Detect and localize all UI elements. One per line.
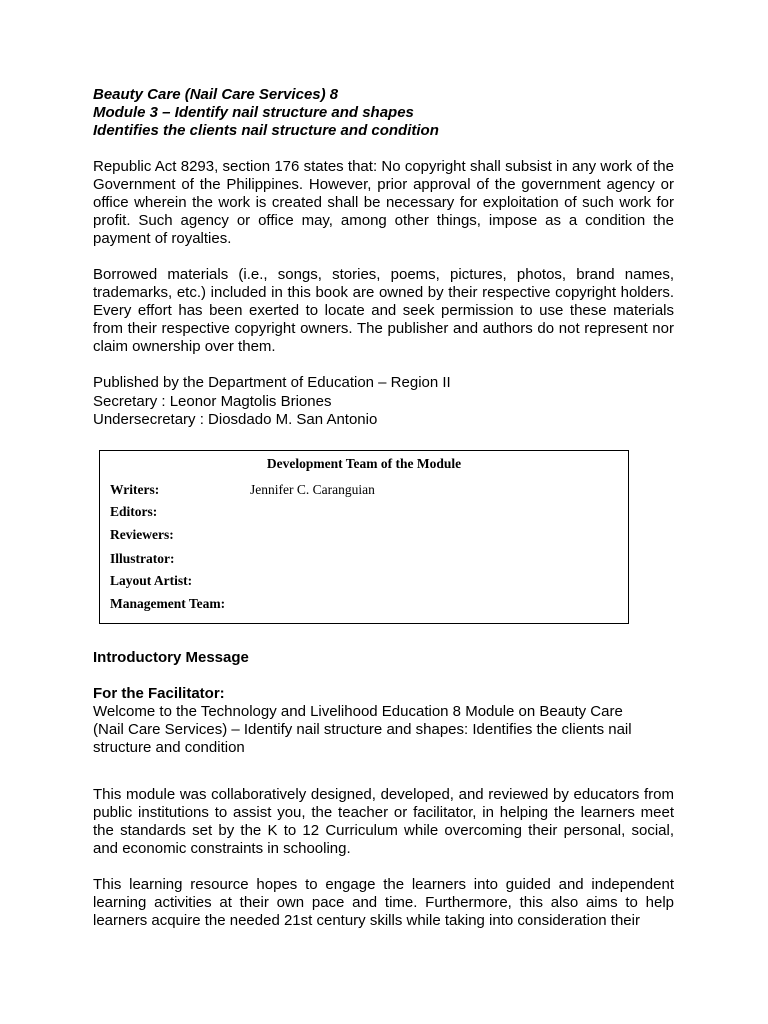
- document-page: [93, 86, 674, 430]
- team-row-illustrator: [110, 551, 250, 567]
- facilitator-heading: For the Facilitator:: [93, 685, 225, 702]
- team-row-management-team: [110, 596, 250, 612]
- module-title: Module 3 – Identify nail structure and shapes: [93, 104, 414, 121]
- team-row-label: Editors:: [110, 504, 158, 519]
- subject-title: Beauty Care (Nail Care Services) 8: [93, 86, 339, 103]
- team-row-reviewers: [110, 527, 250, 543]
- team-row-writers: [110, 482, 375, 498]
- undersecretary-line: Undersecretary : Diosdado M. San Antonio: [93, 411, 378, 428]
- secretary-line: Secretary : Leonor Magtolis Briones: [93, 392, 332, 410]
- copyright-paragraph: Republic Act 8293, section 176 states that: No copyright shall subsist in any work of the Government of the Philippines. However, prior approval of the government agency or office wherein the work is created shall be necessary for exploitation of such work for profit. Such agency or office may, among other things, impose as a condition the payment of royalties.: [93, 158, 674, 247]
- team-box-title: Development Team of the Module: [266, 456, 462, 471]
- publisher-line: Published by the Department of Education – Region II: [93, 374, 451, 391]
- team-row-editors: [110, 504, 250, 520]
- introductory-heading: Introductory Message: [93, 649, 249, 666]
- team-row-label: Layout Artist:: [110, 573, 193, 588]
- introductory-section: [93, 649, 674, 930]
- welcome-line: Welcome to the Technology and Livelihood Education 8 Module on Beauty Care: [93, 703, 623, 720]
- borrowed-materials-paragraph: Borrowed materials (i.e., songs, stories, poems, pictures, photos, brand names, trademarks, etc.) included in this book are owned by their respective copyright holders. Every effort has been exerted to locate and seek permission to use these materials from their respective copyright owners. The publisher and authors do not represent nor claim ownership over them.: [93, 266, 674, 355]
- welcome-line: (Nail Care Services) – Identify nail structure and shapes: Identifies the clients nail: [93, 721, 632, 738]
- module-design-paragraph: This module was collaboratively designed, developed, and reviewed by educators from public institutions to assist you, the teacher or facilitator, in helping the learners meet the standards set by the K to 12 Curriculum while overcoming their personal, social, and economic constraints in schooling.: [93, 786, 674, 857]
- lesson-title: Identifies the clients nail structure and condition: [93, 122, 439, 139]
- team-row-label: Illustrator:: [110, 551, 175, 566]
- team-row-label: Writers:: [110, 482, 160, 497]
- team-row-layout-artist: [110, 573, 250, 589]
- learning-resource-paragraph: This learning resource hopes to engage the learners into guided and independent learning activities at their own pace and time. Furthermore, this also aims to help learners acquire the needed 21st century skills while taking into consideration their: [93, 876, 674, 929]
- team-row-label: Management Team:: [110, 596, 226, 611]
- development-team-box: [99, 450, 629, 624]
- team-row-label: Reviewers:: [110, 527, 174, 542]
- team-row-value: Jennifer C. Caranguian: [250, 482, 375, 497]
- welcome-line: structure and condition: [93, 739, 245, 756]
